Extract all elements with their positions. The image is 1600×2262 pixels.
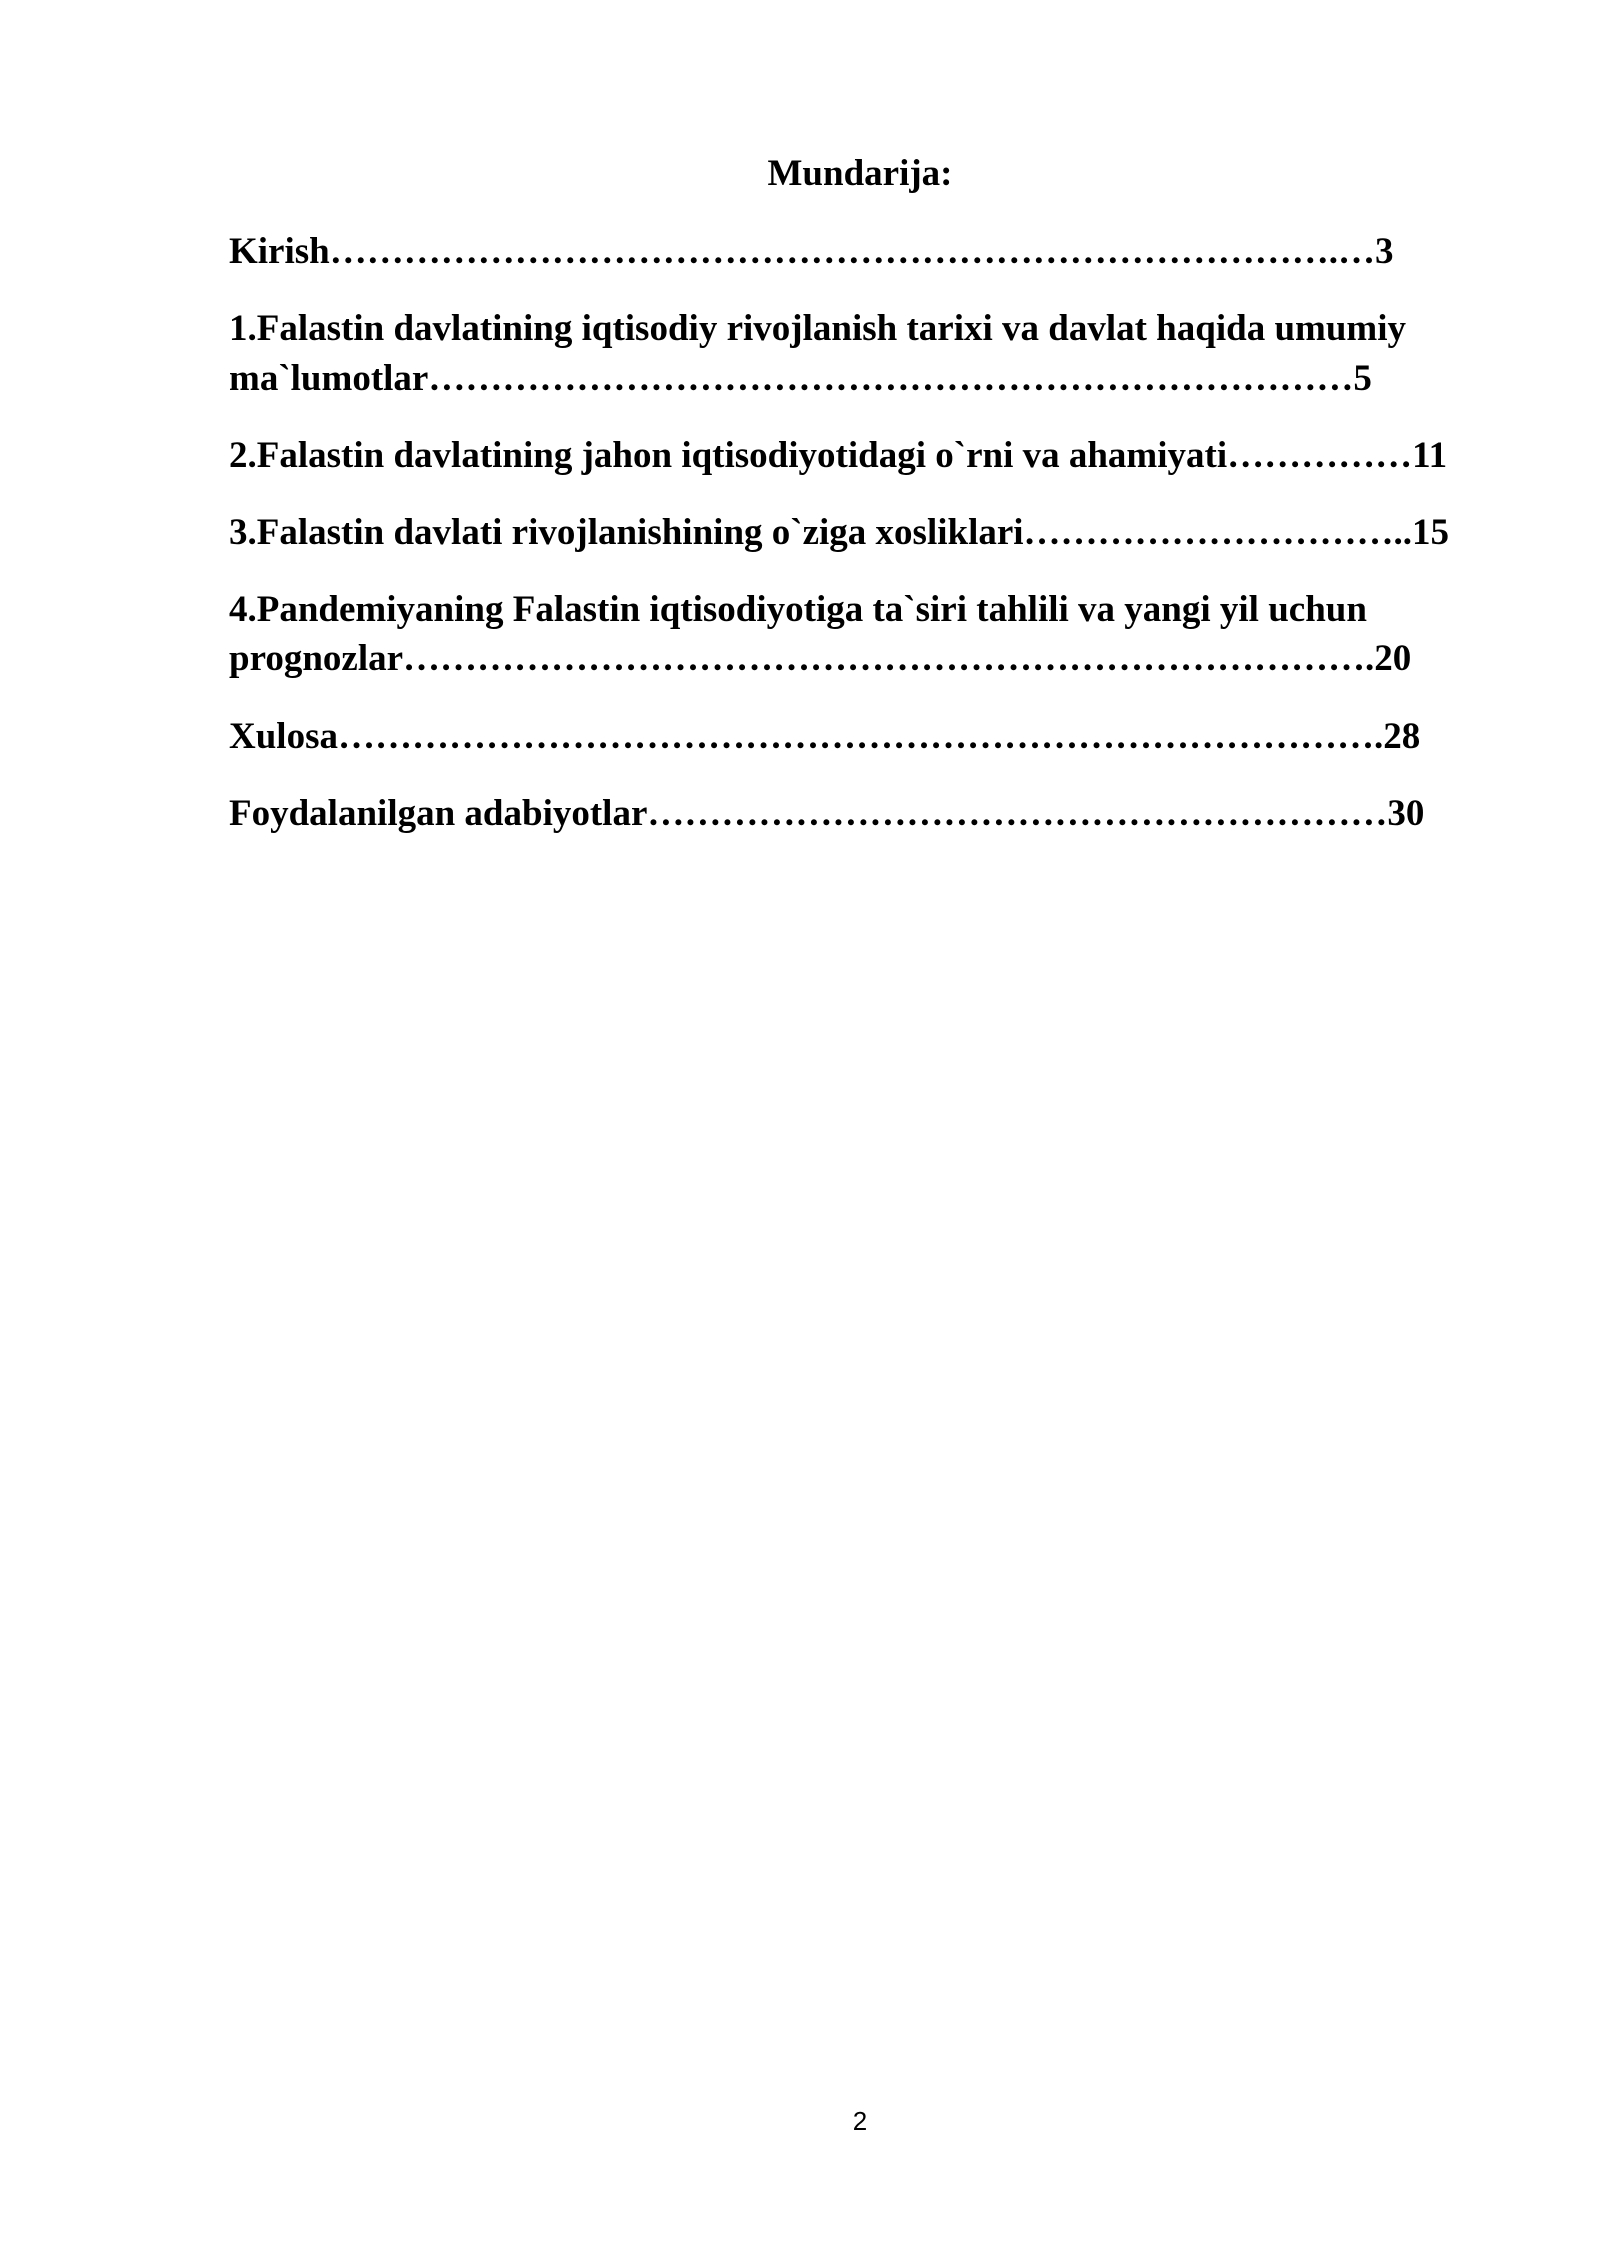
- toc-entry-1-line1: 1.Falastin davlatining iqtisodiy rivojlanish tarixi va davlat haqida umumiy: [229, 308, 1407, 349]
- toc-entry-kirish: Kirish……………………………………………………………………….…3: [229, 231, 1394, 272]
- toc-entry-4-line2: prognozlar…………………………………………………………………….20: [229, 638, 1412, 679]
- toc-entry-xulosa: Xulosa………………………………………………………………………….28: [229, 716, 1421, 757]
- page-title: Mundarija:: [767, 153, 953, 194]
- toc-entry-2: 2.Falastin davlatining jahon iqtisodiyotidagi o`rni va ahamiyati……………11: [229, 435, 1448, 476]
- toc-entry-1-line2: ma`lumotlar…………………………………………………………………5: [229, 358, 1372, 399]
- toc-entry-adabiyotlar: Foydalanilgan adabiyotlar……………………………………………………30: [229, 793, 1425, 834]
- toc-entry-4-line1: 4.Pandemiyaning Falastin iqtisodiyotiga ta`siri tahlili va yangi yil uchun: [229, 589, 1367, 630]
- toc-entry-3: 3.Falastin davlati rivojlanishining o`ziga xosliklari…………………………..15: [229, 512, 1450, 553]
- page-number: 2: [852, 2106, 868, 2136]
